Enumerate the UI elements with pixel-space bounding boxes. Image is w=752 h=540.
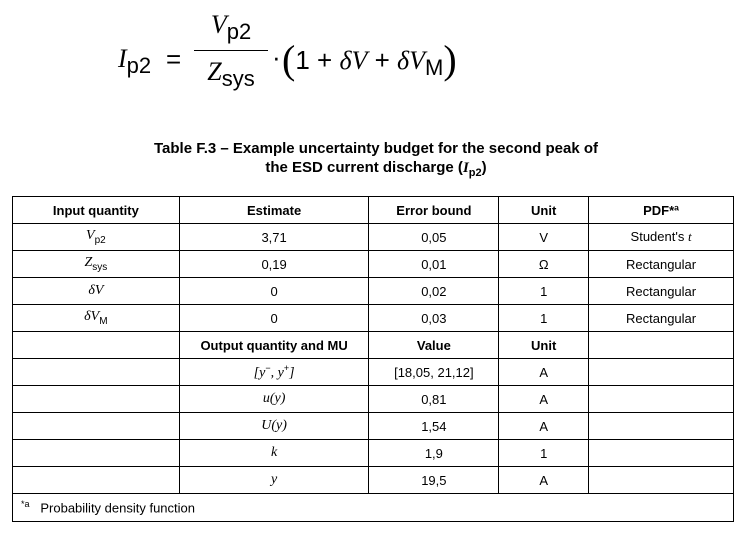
unit-cell: 1: [499, 278, 589, 305]
pdf-cell: Student's t: [589, 224, 734, 251]
table-row: [13, 278, 734, 305]
table-row: [13, 251, 734, 278]
table-caption: [0, 139, 752, 183]
input-quantity-cell: δV: [13, 278, 180, 305]
formula-fraction: [194, 10, 268, 92]
input-quantity-cell: $V_{p2}$: [13, 224, 180, 251]
header-unit: Unit: [499, 197, 589, 224]
formula-numerator: Vp2: [210, 10, 252, 44]
formula-equals: =: [166, 44, 182, 74]
table-row: [13, 305, 734, 332]
caption-line-1: Table F.3 – Example uncertainty budget for the second peak of: [154, 140, 598, 157]
table-row: [13, 440, 734, 467]
table-row: [13, 413, 734, 440]
unit-cell: A: [499, 386, 589, 413]
unit-cell: Ω: [499, 251, 589, 278]
empty-cell: [13, 332, 180, 359]
footnote-row: [13, 494, 734, 522]
footnote: $^{*a}$ Probability density function: [13, 494, 734, 522]
header-input-quantity: Input quantity: [13, 197, 180, 224]
input-quantity-cell: $Z_{sys}$: [13, 251, 180, 278]
empty-cell: [589, 467, 734, 494]
empty-cell: [589, 332, 734, 359]
output-quantity-cell: u(y): [179, 386, 369, 413]
header-estimate: Estimate: [179, 197, 369, 224]
error-bound-cell: 0,03: [369, 305, 499, 332]
output-header-row: [13, 332, 734, 359]
estimate-cell: 3,71: [179, 224, 369, 251]
unit-cell: 1: [499, 305, 589, 332]
empty-cell: [13, 413, 180, 440]
empty-cell: [589, 386, 734, 413]
error-bound-cell: 0,02: [369, 278, 499, 305]
value-cell: 0,81: [369, 386, 499, 413]
empty-cell: [589, 359, 734, 386]
formula-denominator: Zsys: [207, 57, 255, 91]
header-error-bound: Error bound: [369, 197, 499, 224]
header-value: Value: [369, 332, 499, 359]
fraction-bar: [194, 50, 268, 51]
unit-cell: A: [499, 359, 589, 386]
estimate-cell: 0: [179, 278, 369, 305]
formula-dot: ·: [272, 42, 281, 72]
empty-cell: [13, 359, 180, 386]
error-bound-cell: 0,05: [369, 224, 499, 251]
header-pdf: PDF*ª: [589, 197, 734, 224]
value-cell: 1,54: [369, 413, 499, 440]
output-quantity-cell: y: [179, 467, 369, 494]
input-header-row: [13, 197, 734, 224]
pdf-cell: Rectangular: [589, 305, 734, 332]
empty-cell: [589, 440, 734, 467]
table-row: [13, 359, 734, 386]
pdf-cell: Rectangular: [589, 278, 734, 305]
table-row: [13, 467, 734, 494]
header-output-unit: Unit: [499, 332, 589, 359]
formula: [118, 10, 478, 102]
estimate-cell: 0: [179, 305, 369, 332]
unit-cell: 1: [499, 440, 589, 467]
table-row: [13, 224, 734, 251]
empty-cell: [589, 413, 734, 440]
value-cell: 1,9: [369, 440, 499, 467]
header-output-quantity: Output quantity and MU: [179, 332, 369, 359]
table-row: [13, 386, 734, 413]
unit-cell: A: [499, 467, 589, 494]
empty-cell: [13, 386, 180, 413]
error-bound-cell: 0,01: [369, 251, 499, 278]
empty-cell: [13, 467, 180, 494]
formula-parenthesis-group: (1 + δV + δVM): [282, 37, 457, 82]
unit-cell: A: [499, 413, 589, 440]
output-quantity-cell: U(y): [179, 413, 369, 440]
formula-lhs: Ip2: [118, 44, 152, 78]
pdf-cell: Rectangular: [589, 251, 734, 278]
value-cell: [18,05, 21,12]: [369, 359, 499, 386]
unit-cell: V: [499, 224, 589, 251]
estimate-cell: 0,19: [179, 251, 369, 278]
value-cell: 19,5: [369, 467, 499, 494]
output-quantity-cell: [y−, y+]: [179, 359, 369, 386]
output-quantity-cell: k: [179, 440, 369, 467]
input-quantity-cell: $\delta V_M$: [13, 305, 180, 332]
uncertainty-budget-table: [12, 196, 734, 522]
caption-line-2: the ESD current discharge $(I_{p2})$: [265, 159, 487, 179]
empty-cell: [13, 440, 180, 467]
